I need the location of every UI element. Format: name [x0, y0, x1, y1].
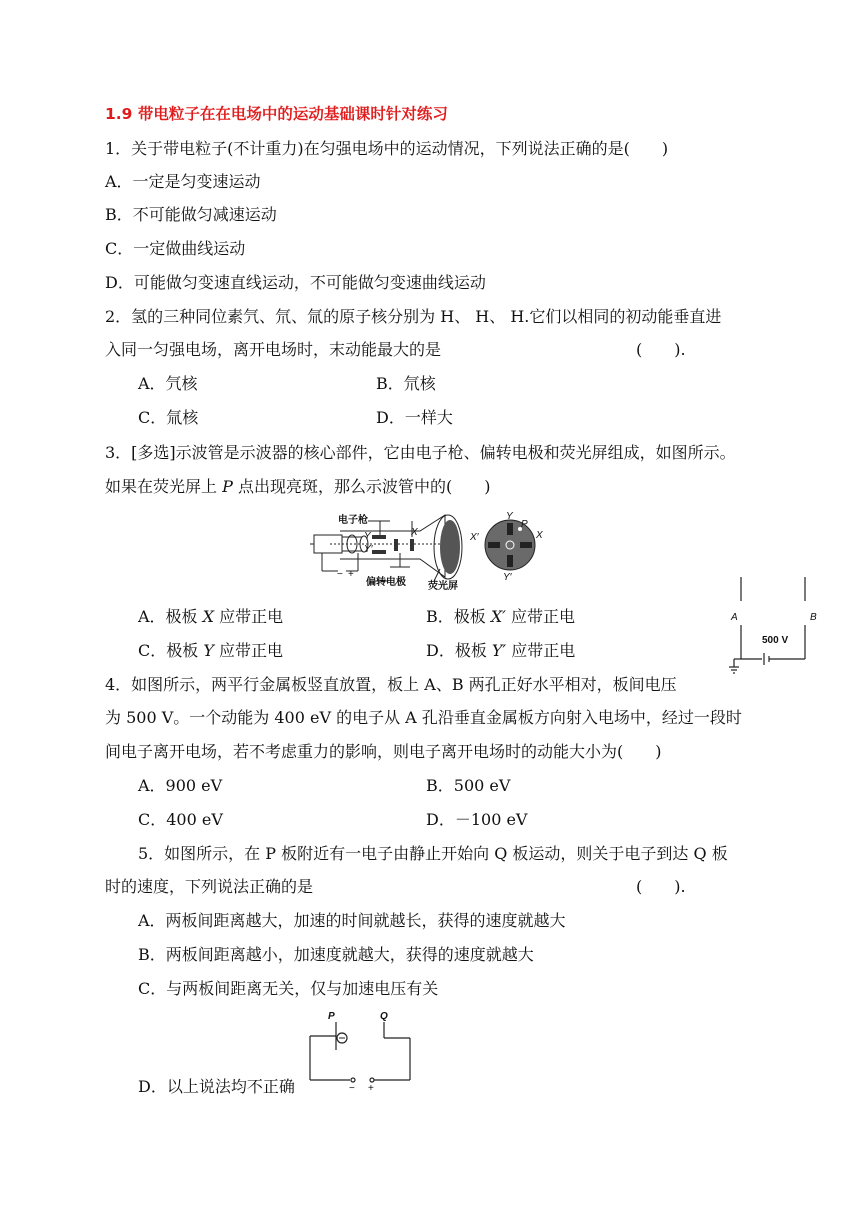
- q3-option-c: C．极板 Y 应带正电: [138, 641, 283, 660]
- q2-option-b: B．氘核: [376, 374, 436, 393]
- q5-answer-paren: ( ).: [636, 877, 686, 896]
- q5-option-b: B．两板间距离越小，加速度就越大，获得的速度就越大: [138, 945, 534, 964]
- q2-option-a: A．氕核: [138, 374, 198, 393]
- fig-label-screen-yprime: Y′: [503, 572, 512, 583]
- q3-stem-line2: 如果在荧光屏上 P 点出现亮斑，那么示波管中的( ): [105, 477, 491, 496]
- q5-stem-line1: 5．如图所示，在 P 板附近有一电子由静止开始向 Q 板运动，则关于电子到达 Q 板: [138, 844, 728, 863]
- q4-option-c: C．400 eV: [138, 810, 223, 829]
- document-title: 1.9 带电粒子在在电场中的运动基础课时针对练习: [105, 105, 448, 123]
- q1-option-c: C．一定做曲线运动: [105, 239, 246, 258]
- q2-stem-line1: 2．氢的三种同位素氕、氘、氚的原子核分别为 H、 H、 H.它们以相同的初动能垂直进: [105, 307, 722, 326]
- q3-option-d: D．极板 Y′ 应带正电: [426, 641, 576, 660]
- q2-option-d: D．一样大: [376, 408, 453, 427]
- q5-option-d: D．以上说法均不正确: [138, 1077, 295, 1096]
- fig-label-p: P: [521, 519, 528, 530]
- q2-stem-line2: 入同一匀强电场，离开电场时，末动能最大的是: [105, 340, 442, 359]
- fig-label-q: Q: [380, 1011, 388, 1022]
- q1-option-a: A．一定是匀变速运动: [105, 172, 261, 191]
- fig-label-screen-y: Y: [506, 511, 513, 522]
- fig-label-minus: −: [349, 1083, 355, 1092]
- q2-answer-paren: ( ).: [636, 340, 686, 359]
- q2-option-c: C．氚核: [138, 408, 199, 427]
- fig-label-a: A: [731, 612, 738, 623]
- q1-option-b: B．不可能做匀减速运动: [105, 205, 277, 224]
- fig-label-xprime: X′: [470, 532, 479, 543]
- fig-label-screen: 荧光屏: [428, 581, 458, 592]
- fig-label-plus: +: [348, 569, 354, 580]
- fig-label-gun: 电子枪: [338, 515, 368, 526]
- q4-stem-line2: 为 500 V。一个动能为 400 eV 的电子从 A 孔沿垂直金属板方向射入电场中，经过一段时: [105, 708, 742, 727]
- q5-stem-line2: 时的速度，下列说法正确的是: [105, 877, 314, 896]
- fig-label-p: P: [328, 1011, 335, 1022]
- q4-option-b: B．500 eV: [426, 776, 511, 795]
- fig-label-y: Y: [364, 531, 371, 542]
- fig-label-voltage: 500 V: [762, 635, 789, 646]
- q4-option-d: D．－100 eV: [426, 810, 528, 829]
- fig-label-yprime: Y′: [364, 544, 373, 555]
- fig-label-minus: −: [337, 569, 343, 580]
- parallel-plates-figure: [724, 575, 824, 681]
- pq-plates-figure: [306, 1008, 416, 1092]
- q1-stem: 1．关于带电粒子(不计重力)在匀强电场中的运动情况，下列说法正确的是( ): [105, 139, 669, 158]
- q1-option-d: D．可能做匀变速直线运动，不可能做匀变速曲线运动: [105, 273, 486, 292]
- fig-label-screen-x: X: [536, 530, 543, 541]
- q4-stem-line3: 间电子离开电场，若不考虑重力的影响，则电子离开电场时的动能大小为( ): [105, 742, 662, 761]
- q4-stem-line1: 4．如图所示，两平行金属板竖直放置，板上 A、B 两孔正好水平相对，板间电压: [105, 675, 677, 694]
- q5-option-a: A．两板间距离越大，加速的时间就越长，获得的速度就越大: [138, 911, 566, 930]
- fig-label-plus: +: [368, 1083, 374, 1092]
- q4-option-a: A．900 eV: [138, 776, 223, 795]
- fig-label-b: B: [810, 612, 817, 623]
- q3-option-b: B．极板 X′ 应带正电: [426, 607, 575, 626]
- q3-option-a: A．极板 X 应带正电: [138, 607, 284, 626]
- fig-label-deflect: 偏转电极: [366, 577, 406, 588]
- fig-label-x: X: [411, 527, 418, 538]
- q5-option-c: C．与两板间距离无关，仅与加速电压有关: [138, 979, 439, 998]
- q3-stem-line1: 3．[多选]示波管是示波器的核心部件，它由电子枪、偏转电极和荧光屏组成，如图所示。: [105, 443, 736, 462]
- oscilloscope-tube-figure: [310, 507, 550, 597]
